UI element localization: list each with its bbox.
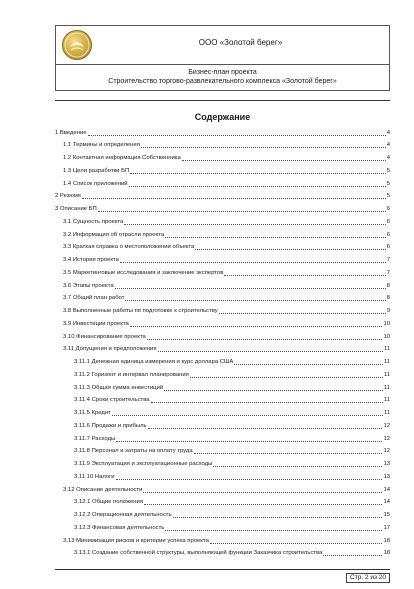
toc-entry-label: 3.11.7 Расходы (74, 435, 116, 442)
toc-entry[interactable] (74, 356, 390, 367)
toc-entry-label: 3.11.2 Горизонт и интервал планирования (74, 371, 189, 378)
toc-leader-dots (98, 211, 386, 212)
toc-entry-label: 1.2 Контактная информация Собственника (63, 155, 181, 162)
toc-leader-dots (144, 504, 382, 505)
toc-entry-label: 3.5 Маркетинговые исследования и заключение экспертов (63, 269, 224, 276)
toc-entry[interactable] (63, 177, 390, 188)
toc-entry[interactable] (55, 126, 390, 137)
toc-leader-dots (164, 390, 383, 391)
toc-entry[interactable] (63, 317, 390, 328)
toc-entry-page: 6 (386, 206, 390, 213)
toc-entry-label: 3.9 Инвестиции проекта (63, 320, 129, 327)
toc-entry[interactable] (63, 279, 390, 290)
toc-leader-dots (323, 555, 382, 556)
toc-entry[interactable] (63, 305, 390, 316)
toc-leader-dots (195, 249, 385, 250)
toc-entry-page: 8 (386, 295, 390, 302)
toc-entry-label: 3.3 Краткая справка о местоположении объекта (63, 244, 195, 251)
toc-entry-page: 12 (383, 422, 390, 429)
toc-entry-label: 1.4 Список приложений (63, 180, 128, 187)
toc-title: Содержание (194, 112, 251, 122)
toc-leader-dots (224, 275, 385, 276)
toc-entry[interactable] (74, 521, 390, 532)
toc-entry-page: 9 (386, 308, 390, 315)
toc-entry-page: 11 (383, 384, 390, 391)
toc-entry-label: 3.11 Допущения и предположения (63, 346, 157, 353)
toc-entry[interactable] (74, 547, 390, 558)
toc-leader-dots (210, 543, 383, 544)
toc-entry-label: 3.4 История проекта (63, 257, 119, 264)
toc-entry[interactable] (63, 343, 390, 354)
toc-leader-dots (219, 313, 386, 314)
toc-entry-label: 1.3 Цели разработки БП (63, 167, 130, 174)
toc-entry-page: 11 (383, 410, 390, 417)
company-name: ООО «Золотой берег» (198, 38, 283, 47)
toc-entry-page: 18 (383, 550, 390, 557)
toc-leader-dots (116, 479, 383, 480)
toc-leader-dots (151, 402, 383, 403)
toc-entry-page: 4 (386, 142, 390, 149)
toc-entry-label: 3.11.1 Денежная единица измерения и курс доллара США (74, 359, 234, 366)
toc-entry[interactable] (63, 241, 390, 252)
toc-entry-page: 10 (383, 320, 390, 327)
toc-leader-dots (116, 441, 382, 442)
toc-leader-dots (234, 364, 383, 365)
toc-entry-page: 14 (383, 499, 390, 506)
toc-entry[interactable] (74, 445, 390, 456)
toc-entry[interactable] (74, 394, 390, 405)
toc-entry-label: 3.11.8 Персонал и затраты на оплату труда (74, 448, 193, 455)
toc-entry-label: 3.6 Этапы проекта (63, 282, 114, 289)
toc-entry-page: 4 (386, 155, 390, 162)
toc-entry-label: 3.11.3 Общая сумма инвестиций (74, 384, 164, 391)
header-box (55, 25, 390, 65)
toc-entry-label: 3.11.5 Кредит (74, 410, 111, 417)
toc-entry-page: 8 (386, 282, 390, 289)
toc-entry[interactable] (74, 368, 390, 379)
toc-entry[interactable] (55, 190, 390, 201)
toc-entry[interactable] (63, 152, 390, 163)
toc-entry-label: 3.12.2 Операционная деятельность (74, 512, 172, 519)
toc-entry[interactable] (63, 534, 390, 545)
document-subtitle-box (55, 65, 390, 91)
toc-leader-dots (148, 428, 383, 429)
toc-entry-page: 6 (386, 231, 390, 238)
toc-entry-label: 3.12.3 Финансовая деятельность (74, 524, 165, 531)
toc-leader-dots (165, 237, 386, 238)
toc-entry[interactable] (63, 292, 390, 303)
toc-entry[interactable] (74, 458, 390, 469)
subtitle-line-1: Бизнес-план проекта (188, 69, 257, 76)
toc-entry-page: 7 (386, 257, 390, 264)
toc-entry-page: 12 (383, 448, 390, 455)
toc-entry-label: 3 Описание БП (55, 206, 97, 213)
toc-leader-dots (194, 453, 383, 454)
toc-entry-label: 1 Введение (55, 129, 87, 136)
toc-entry-label: 2 Резюме (55, 193, 82, 200)
toc-entry-label: 3.12.1 Общие положения (74, 499, 144, 506)
toc-entry-label: 3.11.6 Продажи и прибыль (74, 422, 147, 429)
toc-entry[interactable] (74, 496, 390, 507)
toc-leader-dots (165, 530, 382, 531)
toc-entry-page: 11 (383, 359, 390, 366)
toc-entry-page: 5 (386, 167, 390, 174)
toc-entry-page: 4 (386, 129, 390, 136)
toc-leader-dots (182, 160, 386, 161)
toc-entry-page: 5 (386, 193, 390, 200)
toc-entry-page: 14 (383, 486, 390, 493)
toc-leader-dots (125, 300, 385, 301)
toc-entry[interactable] (74, 419, 390, 430)
toc-entry-label: 3.12 Описание деятельности (63, 486, 143, 493)
toc-entry-page: 12 (383, 435, 390, 442)
toc-leader-dots (129, 186, 386, 187)
toc-entry[interactable] (63, 266, 390, 277)
toc-entry-page: 10 (383, 333, 390, 340)
toc-entry[interactable] (63, 228, 390, 239)
toc-entry-page: 6 (386, 244, 390, 251)
toc-leader-dots (158, 351, 383, 352)
toc-entry-page: 15 (383, 512, 390, 519)
toc-entry-page: 11 (383, 397, 390, 404)
subtitle-line-2: Строительство торгово-развлекательного комплекса «Золотой берег» (108, 78, 337, 85)
header-rule (55, 100, 390, 101)
toc-leader-dots (147, 339, 383, 340)
toc-entry[interactable] (63, 215, 390, 226)
toc-entry[interactable] (55, 203, 390, 214)
toc-entry-label: 3.2 Информация об отрасли проекта (63, 231, 165, 238)
toc-entry[interactable] (63, 164, 390, 175)
toc-entry-page: 5 (386, 180, 390, 187)
toc-leader-dots (130, 173, 386, 174)
toc-entry-label: 3.10 Финансирование проекта (63, 333, 146, 340)
toc-entry[interactable] (74, 381, 390, 392)
toc-leader-dots (82, 198, 386, 199)
toc-leader-dots (213, 466, 382, 467)
toc-leader-dots (143, 492, 382, 493)
toc-entry-label: 3.13 Минимизация рисков и критерии успеха проекта (63, 537, 209, 544)
toc-entry[interactable] (63, 483, 390, 494)
toc-entry-page: 7 (386, 269, 390, 276)
toc-leader-dots (173, 517, 383, 518)
toc-leader-dots (141, 147, 386, 148)
toc-entry-label: 3.11.4 Сроки строительства (74, 397, 150, 404)
toc-entry[interactable] (63, 254, 390, 265)
toc-entry[interactable] (63, 139, 390, 150)
toc-entry-page: 11 (383, 346, 390, 353)
toc-entry[interactable] (74, 509, 390, 520)
toc-leader-dots (124, 224, 385, 225)
toc-entry-page: 13 (383, 473, 390, 480)
toc-entry-label: 3.11.9 Эксплуатация и эксплуатационные расходы (74, 461, 213, 468)
toc-leader-dots (115, 288, 386, 289)
footer-rule (55, 569, 390, 570)
toc-entry-label: 3.7 Общий план работ (63, 295, 125, 302)
toc-leader-dots (88, 135, 386, 136)
toc-entry-page: 13 (383, 461, 390, 468)
toc-entry[interactable] (63, 330, 390, 341)
toc-leader-dots (112, 415, 383, 416)
toc-leader-dots (120, 262, 386, 263)
toc-entry-page: 6 (386, 218, 390, 225)
toc-entry-page: 11 (383, 371, 390, 378)
toc-entry[interactable] (74, 407, 390, 418)
company-logo (62, 30, 92, 60)
toc-entry[interactable] (74, 470, 390, 481)
toc-leader-dots (130, 326, 383, 327)
toc-entry-label: 1.1 Термины и определения (63, 142, 140, 149)
toc-leader-dots (190, 377, 383, 378)
toc-entry-label: 3.13.1 Создание собственной структуры, выполняющей функции Заказчика строительства (74, 550, 323, 557)
toc-entry-label: 3.11.10 Налоги (74, 473, 115, 480)
toc-entry-label: 3.1 Сущность проекта (63, 218, 124, 225)
page-number: Стр. 2 из 20 (346, 573, 390, 583)
toc-entry[interactable] (74, 432, 390, 443)
toc-entry-page: 18 (383, 537, 390, 544)
toc-entry-page: 17 (383, 524, 390, 531)
toc-entry-label: 3.8 Выполненные работы по подготовке к строительству (63, 308, 218, 315)
